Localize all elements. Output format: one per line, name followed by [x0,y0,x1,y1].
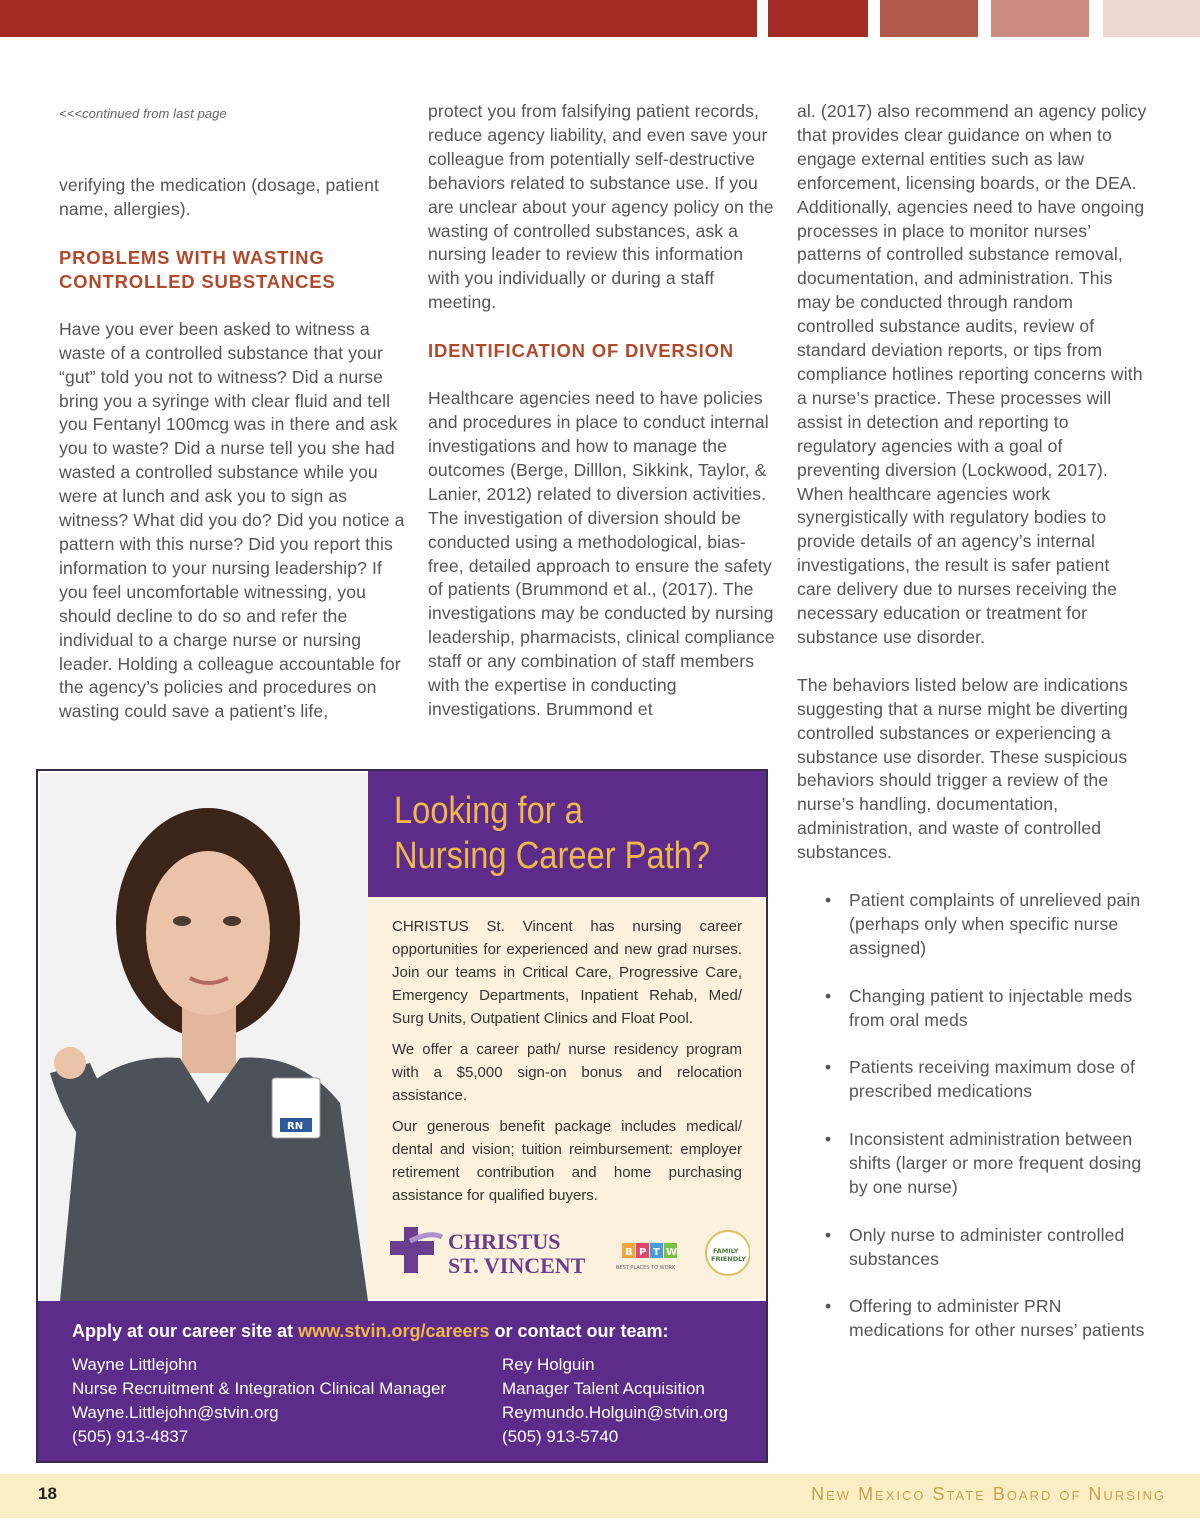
ad-paragraph: We offer a career path/ nurse residency program with a $5,000 sign-on bonus and relocation assistance. [392,1041,742,1104]
contact-title: Nurse Recruitment & Integration Clinical Manager [72,1379,447,1398]
article-column-2 [428,100,778,722]
careers-link[interactable]: www.stvin.org/careers [298,1321,490,1341]
behavior-list [797,889,1147,1343]
career-advertisement [36,769,768,1463]
ad-paragraph: Our generous benefit package includes medical/ dental and vision; tuition reimbursement: employer retirement contribution and home purchasing assistance for qualified buyers. [392,1118,742,1204]
continued-note: <<<continued from last page [59,106,227,121]
ad-headline: Looking for a Nursing Career Path? [394,790,711,877]
contact-card [72,1353,446,1449]
ff-text: FRIENDLY [711,1255,746,1263]
page-number: 18 [38,1484,57,1503]
bptw-caption: BEST PLACES TO WORK [616,1265,676,1271]
header-color-bar [880,0,978,37]
ff-text: FAMILY [713,1247,739,1255]
bptw-letter: T [653,1247,660,1258]
nurse-illustration [40,773,368,1301]
list-item: • Only nurse to administer controlled substances [797,1224,1147,1272]
contact-card [502,1353,728,1449]
body-paragraph: protect you from falsifying patient records, reduce agency liability, and even save your colleague from potentially self-destructive behaviors related to substance use. If you are unclear about your agency policy on the wasting of controlled substances, ask a nursing leader to review this information with you individually or during a staff meeting. [428,101,774,313]
bptw-letter: P [639,1247,647,1258]
list-item: • Patient complaints of unrelieved pain (perhaps only when specific nurse assigned) [797,889,1147,961]
list-item: • Changing patient to injectable meds from oral meds [797,985,1147,1033]
bptw-letter: W [666,1247,678,1258]
contact-phone: (505) 913-4837 [72,1427,189,1446]
article-column-1 [59,100,409,724]
header-color-bar [768,0,868,37]
logo-name: CHRISTUS [448,1229,561,1254]
body-paragraph: Healthcare agencies need to have policies and procedures in place to conduct internal investigations and how to manage the outcomes (Berge, Dilllon, Sikkink, Taylor, & Lanier, 2012) related to diversion activities. The investigation of diversion should be conducted using a methodological, bias-free, detailed approach to ensure the safety of patients (Brummond et al., (2017). The investigations may be conducted by nursing leadership, pharmacists, clinical compliance staff or any combination of staff members with the expertise in conducting investigations. Brummond et [428,388,775,719]
apply-line: Apply at our career site at www.stvin.org/careers or contact our team: [72,1321,669,1341]
rn-badge-text: RN [287,1121,304,1132]
header-color-bar [1103,0,1200,37]
publication-name: New Mexico State Board of Nursing [811,1484,1166,1504]
christus-logo [390,1223,750,1283]
header-color-bar [0,0,757,37]
contact-title: Manager Talent Acquisition [502,1379,705,1398]
intro-text: verifying the medication (dosage, patient name, allergies). [59,175,379,219]
body-paragraph: al. (2017) also recommend an agency policy that provides clear guidance on when to engage external entities such as law enforcement, licensing boards, or the DEA. Additionally, agencies need to have ongoing processes in place to monitor nurses’ patterns of controlled substance removal, documentation, and administration. This may be conducted through random controlled substance audits, review of standard deviation reports, or tips from compliance hotlines reporting concerns with a nurse’s practice. These processes will assist in detection and reporting to regulatory agencies with a goal of preventing diversion (Lockwood, 2017). When healthcare agencies work synergistically with regulatory bodies to provide details of an agency’s internal investigations, the result is safer patient care delivery due to nurses receiving the necessary education or treatment for substance use disorder. [797,101,1147,647]
ad-text [392,915,742,1215]
ad-body [368,897,766,1299]
list-item: • Patients receiving maximum dose of prescribed medications [797,1056,1147,1104]
contact-email[interactable]: Reymundo.Holguin@stvin.org [502,1403,729,1422]
nurse-photo [40,773,368,1301]
list-item: • Offering to administer PRN medications for other nurses’ patients [797,1295,1147,1343]
ad-paragraph: CHRISTUS St. Vincent has nursing career opportunities for experienced and new grad nurses. Join our teams in Critical Care, Progressive Care, Emergency Departments, Inpatient Rehab, Med/ Surg Units, Outpatient Clinics and Float Pool. [392,918,742,1027]
contact-email[interactable]: Wayne.Littlejohn@stvin.org [72,1403,279,1422]
logo-name: ST. VINCENT [448,1253,586,1278]
contact-name: Rey Holguin [502,1355,595,1374]
contact-name: Wayne Littlejohn [72,1355,198,1374]
list-item: • Inconsistent administration between shifts (larger or more frequent dosing by one nurse) [797,1128,1147,1200]
ad-footer [38,1301,766,1461]
contact-phone: (505) 913-5740 [502,1427,619,1446]
section-heading: PROBLEMS WITH WASTING CONTROLLED SUBSTANCES [59,246,336,292]
body-paragraph: The behaviors listed below are indications suggesting that a nurse might be diverting controlled substances or experiencing a substance use disorder. These suspicious behaviors should trigger a review of the nurse’s handling, documentation, administration, and waste of controlled substances. [797,674,1128,863]
bptw-letter: B [625,1247,633,1258]
article-column-3 [797,100,1147,1367]
section-heading: IDENTIFICATION OF DIVERSION [428,340,734,362]
header-color-bar [991,0,1089,37]
page-footer [0,1474,1200,1518]
ad-header [368,771,766,897]
ad-logos [390,1223,750,1283]
body-paragraph: Have you ever been asked to witness a waste of a controlled substance that your “gut” told you not to witness? Did a nurse bring you a syringe with clear fluid and tell you Fentanyl 100mcg was in there and ask you to waste? Did a nurse tell you she had wasted a controlled substance while you were at lunch and ask you to sign as witness? What did you do? Did you notice a pattern with this nurse? Did you report this information to your nursing leadership? If you feel uncomfortable witnessing, you should decline to do so and refer the individual to a charge nurse or nursing leader. Holding a colleague accountable for the agency’s policies and procedures on wasting could save a patient’s life, [59,318,405,722]
